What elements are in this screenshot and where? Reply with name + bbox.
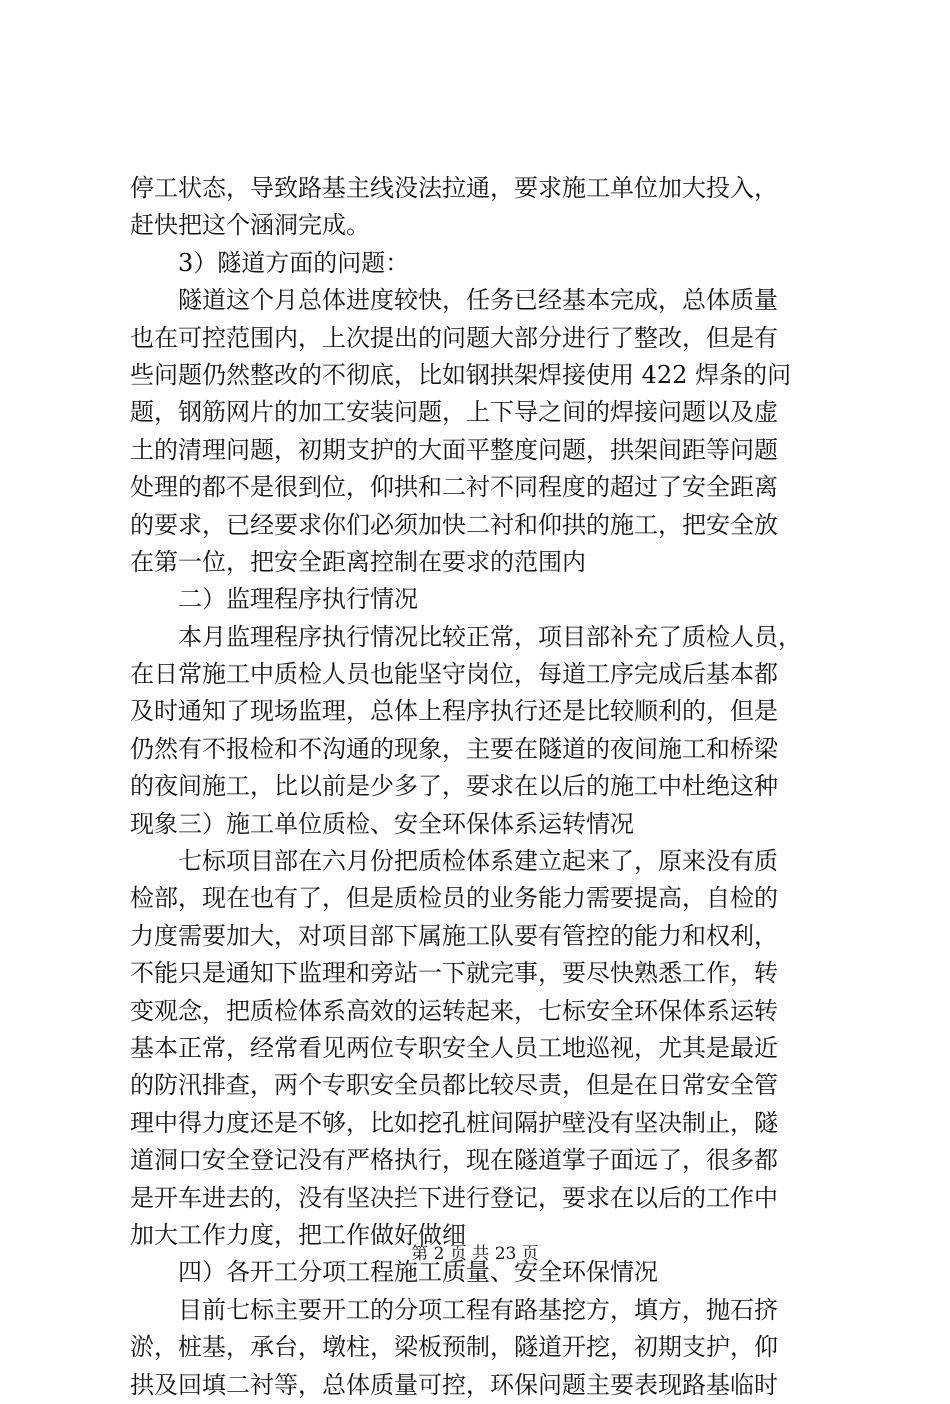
paragraph-start: 隧道这个月总体进度较快，任务已经基本完成，总体质量 (178, 286, 778, 315)
text-line: 不能只是通知下监理和旁站一下就完事，要尽快熟悉工作，转 (130, 959, 778, 988)
text-line: 是开车进去的，没有坚决拦下进行登记，要求在以后的工作中 (130, 1183, 778, 1212)
text-line: 的夜间施工，比以前是少多了，要求在以后的施工中杜绝这种 (130, 772, 778, 801)
text-line: 加大工作力度，把工作做好做细 (130, 1220, 466, 1249)
text-line: 基本正常，经常看见两位专职安全人员工地巡视，尤其是最近 (130, 1033, 778, 1062)
text-line: 在日常施工中质检人员也能坚守岗位，每道工序完成后基本都 (130, 660, 778, 689)
text-line: 道洞口安全登记没有严格执行，现在隧道掌子面远了，很多都 (130, 1146, 778, 1175)
text-line: 力度需要加大，对项目部下属施工队要有管控的能力和权利， (130, 921, 778, 950)
text-line: 拱及回填二衬等，总体质量可控，环保问题主要表现路基临时 (130, 1370, 778, 1399)
body-text (130, 170, 830, 1404)
text-line: 土的清理问题，初期支护的大面平整度问题，拱架间距等问题 (130, 435, 778, 464)
text-line: 的防汛排查，两个专职安全员都比较尽责，但是在日常安全管 (130, 1071, 778, 1100)
text-line: 变观念，把质检体系高效的运转起来，七标安全环保体系运转 (130, 996, 778, 1025)
text-line: 检部，现在也有了，但是质检员的业务能力需要提高，自检的 (130, 884, 778, 913)
text-line: 淤，桩基，承台，墩柱，梁板预制，隧道开挖，初期支护，仰 (130, 1333, 778, 1362)
page-number-footer: 第 2 页 共 23 页 (411, 1244, 539, 1264)
paragraph-start: 七标项目部在六月份把质检体系建立起来了，原来没有质 (178, 847, 778, 876)
text-line: 现象三）施工单位质检、安全环保体系运转情况 (130, 809, 634, 838)
section-heading: 二）监理程序执行情况 (178, 585, 418, 614)
text-line: 在第一位，把安全距离控制在要求的范围内 (130, 547, 586, 576)
paragraph-start: 目前七标主要开工的分项工程有路基挖方，填方，抛石挤 (178, 1295, 778, 1324)
text-line: 处理的都不是很到位，仰拱和二衬不同程度的超过了安全距离 (130, 473, 778, 502)
paragraph-start: 本月监理程序执行情况比较正常，项目部补充了质检人员， (178, 622, 802, 651)
text-line: 题，钢筋网片的加工安装问题，上下导之间的焊接问题以及虚 (130, 398, 778, 427)
text-line: 些问题仍然整改的不彻底，比如钢拱架焊接使用 422 焊条的问 (130, 360, 792, 389)
section-heading: 四）各开工分项工程施工质量、安全环保情况 (178, 1258, 658, 1287)
text-line: 仍然有不报检和不沟通的现象，主要在隧道的夜间施工和桥梁 (130, 734, 778, 763)
text-line: 赶快把这个涵洞完成。 (130, 211, 370, 240)
text-line: 及时通知了现场监理，总体上程序执行还是比较顺利的，但是 (130, 697, 778, 726)
text-line: 也在可控范围内，上次提出的问题大部分进行了整改，但是有 (130, 323, 778, 352)
section-heading: 3）隧道方面的问题： (178, 248, 410, 277)
text-line: 停工状态，导致路基主线没法拉通，要求施工单位加大投入， (130, 174, 778, 202)
text-line: 理中得力度还是不够，比如挖孔桩间隔护壁没有坚决制止，隧 (130, 1108, 778, 1137)
text-line: 的要求，已经要求你们必须加快二衬和仰拱的施工，把安全放 (130, 510, 778, 539)
